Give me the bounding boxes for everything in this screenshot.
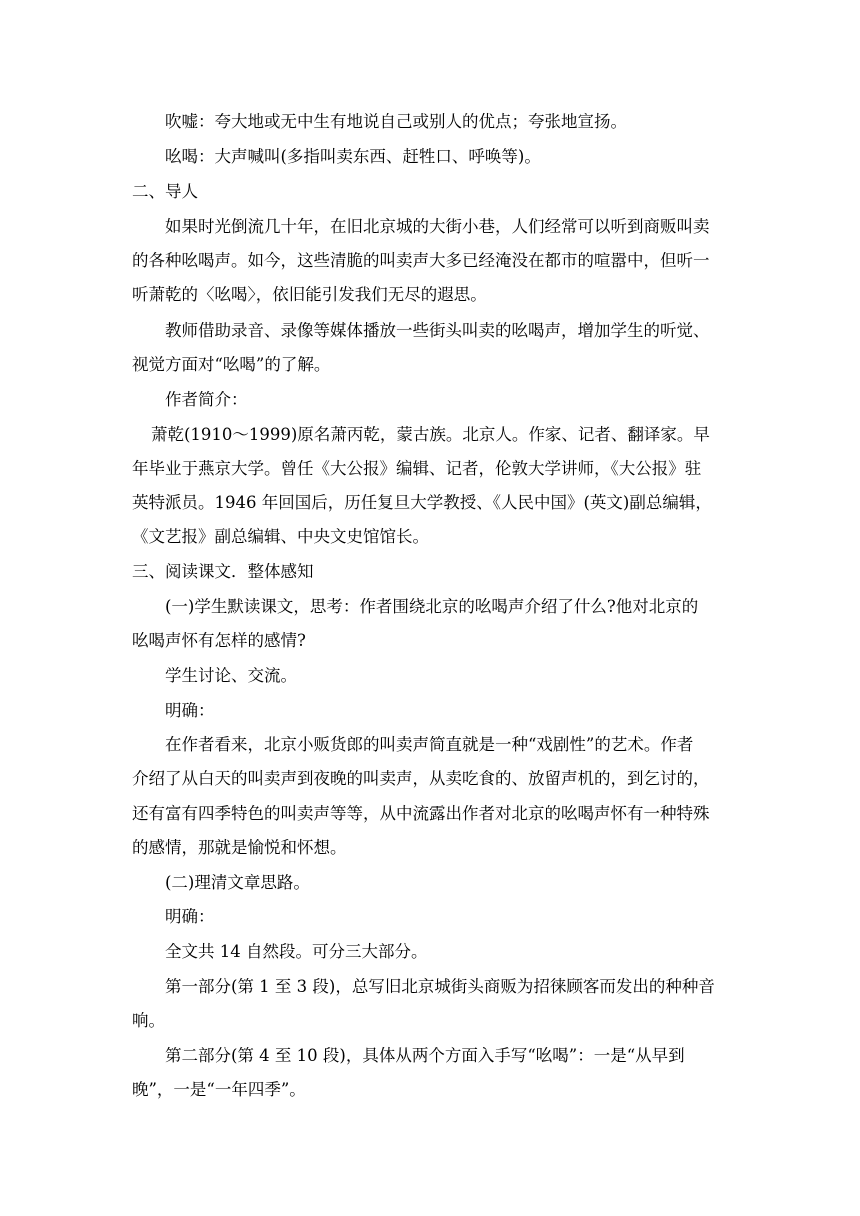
text-line: 吆喝声怀有怎样的感情? bbox=[132, 631, 306, 650]
text-line: 学生讨论、交流。 bbox=[165, 666, 297, 685]
text-line: 响。 bbox=[132, 1011, 165, 1030]
text-line: 作者简介： bbox=[165, 390, 248, 409]
text-line: 如果时光倒流几十年，在旧北京城的大街小巷，人们经常可以听到商贩叫卖 bbox=[165, 217, 710, 236]
text-line: 的各种吆喝声。如今，这些清脆的叫卖声大多已经淹没在都市的喧嚣中，但听一 bbox=[132, 251, 710, 270]
text-line: 晚”，一是“一年四季”。 bbox=[132, 1080, 306, 1099]
text-line: 听萧乾的〈吆喝〉，依旧能引发我们无尽的遐思。 bbox=[132, 285, 487, 304]
text-line: 明确： bbox=[165, 701, 215, 720]
text-line: 吹嘘：夸大地或无中生有地说自己或别人的优点；夸张地宣扬。 bbox=[165, 112, 627, 131]
text-line: 第一部分(第 1 至 3 段)，总写旧北京城街头商贩为招徕顾客而发出的种种音 bbox=[165, 977, 715, 996]
text-line: 第二部分(第 4 至 10 段)，具体从两个方面入手写“吆喝”：一是“从早到 bbox=[165, 1046, 685, 1065]
text-line: 明确： bbox=[165, 907, 215, 926]
text-line: 全文共 14 自然段。可分三大部分。 bbox=[165, 942, 428, 961]
text-line: 的感情，那就是愉悦和怀想。 bbox=[132, 838, 347, 857]
section-heading: 三、阅读课文．整体感知 bbox=[132, 562, 314, 581]
text-line: 在作者看来，北京小贩货郎的叫卖声简直就是一种“戏剧性”的艺术。作者 bbox=[165, 735, 694, 754]
section-heading: 二、导人 bbox=[132, 182, 198, 201]
text-line: 还有富有四季特色的叫卖声等等，从中流露出作者对北京的吆喝声怀有一种特殊 bbox=[132, 804, 710, 823]
text-line: 萧乾(1910～1999)原名萧丙乾，蒙古族。北京人。作家、记者、翻译家。早 bbox=[151, 425, 710, 444]
text-line: 《文艺报》副总编辑、中央文史馆馆长。 bbox=[132, 527, 429, 546]
text-line: (一)学生默读课文，思考：作者围绕北京的吆喝声介绍了什么?他对北京的 bbox=[165, 597, 699, 616]
text-line: 年毕业于燕京大学。曾任《大公报》编辑、记者，伦敦大学讲师，《大公报》驻 bbox=[132, 459, 702, 478]
text-line: (二)理清文章思路。 bbox=[165, 873, 310, 892]
text-line: 英特派员。1946 年回国后，历任复旦大学教授、《人民中国》(英文)副总编辑， bbox=[132, 493, 712, 512]
text-line: 吆喝：大声喊叫(多指叫卖东西、赶牲口、呼唤等)。 bbox=[165, 147, 541, 166]
text-line: 教师借助录音、录像等媒体播放一些街头叫卖的吆喝声，增加学生的听觉、 bbox=[165, 321, 710, 340]
text-line: 视觉方面对“吆喝”的了解。 bbox=[132, 355, 331, 374]
text-line: 介绍了从白天的叫卖声到夜晚的叫卖声，从卖吃食的、放留声机的，到乞讨的， bbox=[132, 769, 710, 788]
